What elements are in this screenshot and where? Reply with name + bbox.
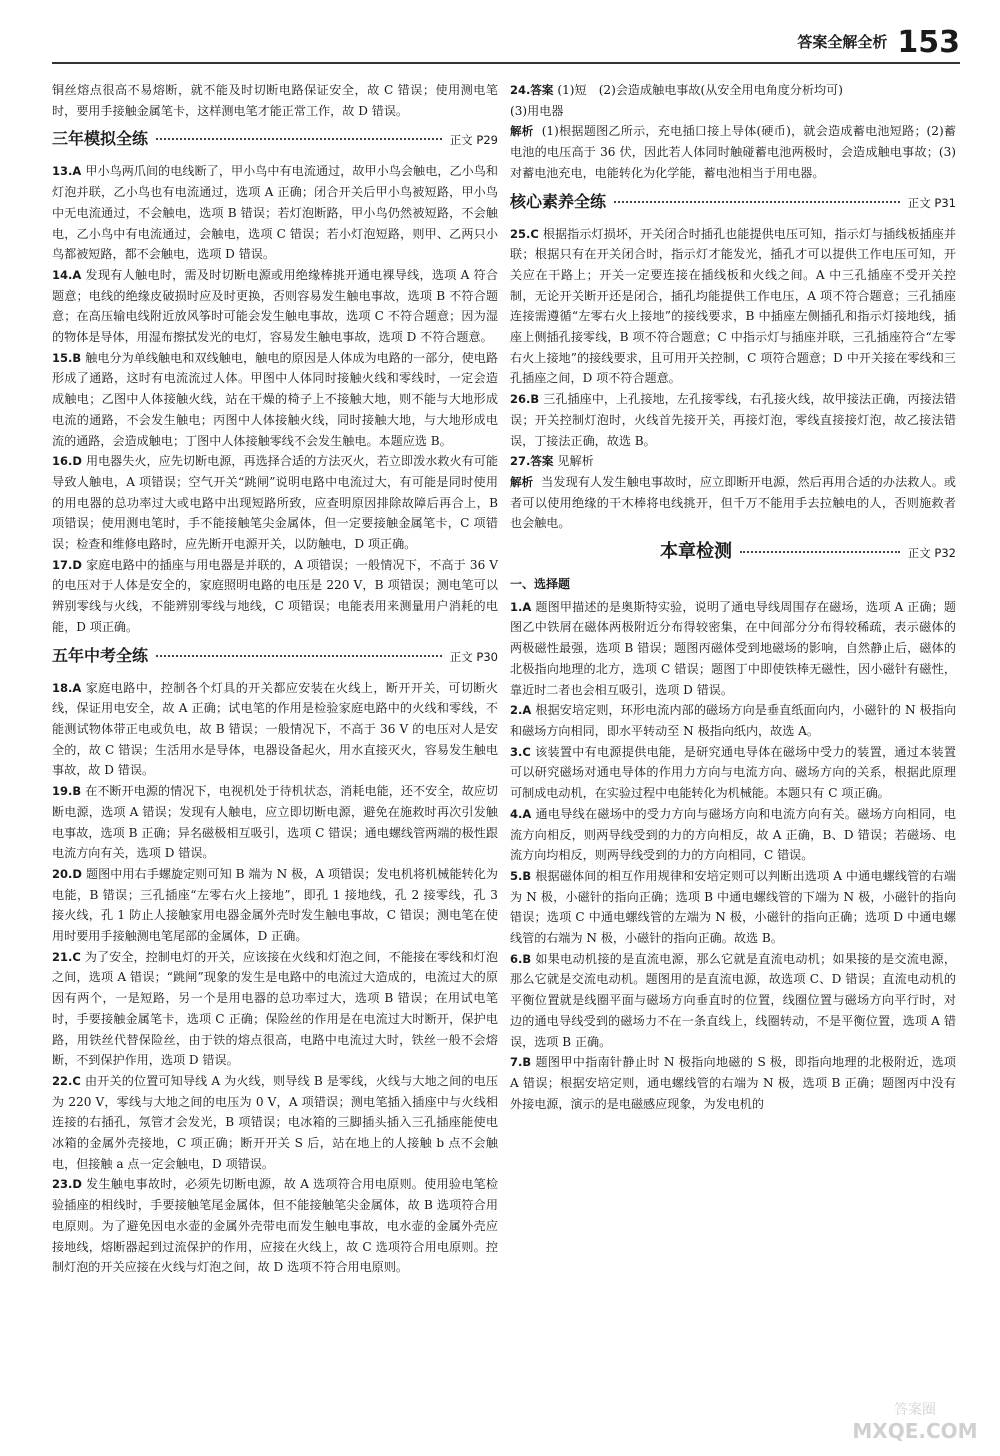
section-title: 三年模拟全练 xyxy=(52,129,149,149)
answer-item xyxy=(52,864,498,947)
answer-text: 家庭电路中，控制各个灯具的开关都应安装在火线上，断开开关，可切断火线，保证用电安全，故 A 正确；试电笔的作用是检验家庭电路中的火线和零线，不能测试物体带正电或负电，故 B 错误；一般情况下，不高于 36 V 的电压对人是安全的，故 C 错误；生活用水是导体，电器设备起火，用水直接灭火，容易发生触电事故，故 D 错误。 xyxy=(52,680,498,778)
answer-item xyxy=(52,947,498,1071)
question-number: 1.A xyxy=(510,599,532,614)
answer-text: 题图甲描述的是奥斯特实验，说明了通电导线周围存在磁场，选项 A 正确；题图乙中铁屑在磁体两极附近分布得较密集，在中间部分分布得较稀疏，表示磁体的两极磁性最强，选项 B 错误；题图丙磁体受到地磁场的影响，自然静止后，磁体的北极指向地理的北方，选项 C 错误；题图丁中即使铁棒无磁性，因小磁针有磁性，靠近时二者也会相互吸引，选项 D 错误。 xyxy=(510,599,956,697)
answer-item xyxy=(510,597,956,701)
answer-text: 由开关的位置可知导线 A 为火线，则导线 B 是零线，火线与大地之间的电压为 220 V，零线与大地之间的电压为 0 V，A 项错误；测电笔插入插座中与火线相连接的右插孔，氖管才会发光，B 项错误；电冰箱的三脚插头插入三孔插座能使电冰箱的金属外壳接地，C 项正确；断开开关 S 后，站在地上的人接触 b 点不会触电，但接触 a 点一定会触电，D 项错误。 xyxy=(52,1073,498,1171)
question-number: 7.B xyxy=(510,1055,532,1070)
answer-item xyxy=(510,742,956,804)
dotted-leader xyxy=(614,201,900,203)
question-number: 27.答案 xyxy=(510,454,554,469)
dotted-leader xyxy=(156,138,442,140)
answer-text: (1)短 (2)会造成触电事故(从安全用电角度分析均可) xyxy=(557,83,843,97)
analysis-label: 解析 xyxy=(510,474,534,489)
question-number: 5.B xyxy=(510,868,532,883)
answer-extra: (3)用电器 xyxy=(510,103,564,118)
answer-item-split xyxy=(52,1174,498,1278)
answer-text: 用电器失火，应先切断电源，再选择合适的方法灭火，若立即泼水救火有可能导致人触电，A 项错误；空气开关“跳闸”说明电路中电流过大，有可能是同时使用的用电器的总功率过大或电路中出现短路所致，应查明原因排除故障后再合上，B 项错误；使用测电笔时，手不能接触笔尖金属体，但一定要接触金属笔卡，C 项错误；检查和维修电路时，应先断开电源开关，以防触电，D 项正确。 xyxy=(52,454,498,552)
section-header-three-year xyxy=(52,129,498,155)
answer-text: 根据安培定则，环形电流内部的磁场方向是垂直纸面向内，小磁针的 N 极指向和磁场方向相同，即水平转动至 N 极指向纸内，故选 A。 xyxy=(510,703,956,738)
answer-item xyxy=(510,224,956,390)
question-number: 18.A xyxy=(52,680,82,695)
section-title: 五年中考全练 xyxy=(52,645,149,665)
watermark-logo xyxy=(840,1396,990,1446)
intro-text: 铜丝熔点很高不易熔断，就不能及时切断电路保证安全，故 C 错误；使用测电笔时，要用手接触金属笔卡，这样测电笔才能正常工作，故 D 错误。 xyxy=(52,83,498,118)
answer-item xyxy=(52,781,498,864)
answer-item xyxy=(52,678,498,782)
question-number: 24.答案 xyxy=(510,83,554,97)
header-rule xyxy=(52,62,960,64)
section-title: 核心素养全练 xyxy=(510,191,607,211)
left-column xyxy=(52,80,498,1278)
section-page-ref: 正文 P29 xyxy=(449,133,498,148)
answer-text: 甲小鸟两爪间的电线断了，甲小鸟中有电流通过，故甲小鸟会触电，乙小鸟和灯泡并联，乙小鸟也有电流通过，选项 A 正确；闭合开关后甲小鸟被短路，甲小鸟中无电流通过，不会触电，选项 B 错误；若灯泡断路，甲小鸟仍然被短路，不会触电，乙小鸟中有电流通过，会触电，选项 C 错误；若小灯泡短路，则甲、乙两只小鸟都被短路，都不会触电，选项 D 错误。 xyxy=(52,164,498,262)
watermark-subtext: 答案圈 xyxy=(894,1402,936,1418)
answer-item xyxy=(52,161,498,265)
answer-item xyxy=(510,80,956,184)
question-number: 3.C xyxy=(510,744,531,759)
answer-text: 题图中用右手螺旋定则可知 B 端为 N 极，A 项错误；发电机将机械能转化为电能，B 错误；三孔插座“左零右火上接地”，即孔 1 接地线，孔 2 接零线，孔 3 接火线，孔 1 防止人接触家用电器金属外壳时发生触电事故，C 错误；测电笔在使用时要用手接触测电笔尾部的金属体，D 正确。 xyxy=(52,866,498,944)
answer-item xyxy=(510,866,956,949)
answer-text: 家庭电路中的插座与用电器是并联的，A 项错误；一般情况下，不高于 36 V 的电压对于人体是安全的，家庭照明电路的电压是 220 V，B 项错误；测电笔可以辨别零线与火线，不能辨别零线与地线，C 项错误；电能表用来测量用户消耗的电能，D 项正确。 xyxy=(52,557,498,634)
analysis-text: 当发现有人发生触电事故时，应立即断开电源，然后再用合适的办法救人。或者可以使用绝缘的干木棒将电线挑开，但千万不能用手去拉触电的人，否则施救者也会触电。 xyxy=(510,474,956,531)
answer-text: 通电导线在磁场中的受力方向与磁场方向和电流方向有关。磁场方向相同，电流方向相反，则两导线受到的力的方向相反，故 A 正确，B、D 错误；若磁场、电流方向均相反，则两导线受到的力的方向相同，C 错误。 xyxy=(510,806,956,863)
answer-item xyxy=(510,389,956,451)
answer-text: 根据指示灯损坏，开关闭合时插孔也能提供电压可知，指示灯与插线板插座并联；根据只有在开关闭合时，指示灯才能发光，插孔才可以提供工作电压可知，开关应在干路上；开关一定要连接在插线板和火线之间。A 中三孔插座不受开关控制，无论开关断开还是闭合，插孔均能提供工作电压，A 项不符合题意；三孔插座连接需遵循“左零右火上接地”的接线要求，B 中插座左侧插孔和指示灯接地线，插座上侧插孔接零线，B 项不符合题意；C 中指示灯与插座并联，三孔插座符合“左零右火上接地”的接线要求，且可用开关控制，C 项符合题意；D 中开关接在零线和三孔插座之间，D 项不符合题意。 xyxy=(510,226,956,386)
answer-item xyxy=(52,265,498,348)
question-number: 23.D xyxy=(52,1177,82,1192)
question-number: 4.A xyxy=(510,806,532,821)
section-header-chapter xyxy=(510,542,956,568)
answer-item xyxy=(52,348,498,452)
answer-item xyxy=(510,451,956,534)
dotted-leader xyxy=(740,551,900,553)
page-number: 153 xyxy=(897,25,960,60)
question-number: 25.C xyxy=(510,226,539,241)
answer-text: 三孔插座中，上孔接地，左孔接零线，右孔接火线，故甲接法正确，丙接法错误；开关控制灯泡时，火线首先接开关，再接灯泡，零线直接接灯泡，故乙接法错误，丁接法正确，故选 B。 xyxy=(510,392,956,448)
answer-text: 见解析 xyxy=(557,454,594,469)
section-page-ref: 正文 P30 xyxy=(449,649,498,664)
section-header-core xyxy=(510,192,956,218)
answer-item xyxy=(510,949,956,1053)
answer-text: 在不断开电源的情况下，电视机处于待机状态，消耗电能，还不安全，故应切断电源，选项 A 错误；发现有人触电，应立即切断电源，避免在施救时再次引发触电事故，选项 B 正确；异名磁极相互吸引，选项 C 错误；通电螺线管两端的极性跟电流方向有关，选项 D 错误。 xyxy=(52,784,498,861)
question-number: 6.B xyxy=(510,951,532,966)
right-column xyxy=(510,80,956,1114)
analysis-text: (1)根据题图乙所示，充电插口接上导体(硬币)，就会造成蓄电池短路；(2)蓄电池的电压高于 36 伏，因此若人体同时触碰蓄电池两极时，会造成触电事故；(3)对蓄电池充电，电能转化为化学能，蓄电池相当于用电器。 xyxy=(510,124,957,180)
page-header xyxy=(797,0,960,60)
question-number: 21.C xyxy=(52,949,81,964)
question-number: 20.D xyxy=(52,866,82,881)
question-number: 14.A xyxy=(52,267,82,282)
answer-text: 发生触电事故时，必须先切断电源，故 A 选项符合用电原则。使用验电笔检验插座的相线时，手要接触笔尾金属体，但不能接触笔尖金属体，故 B 选项符合用电原则。为了避免因电水壶的金属外壳带电而发生触电事故，电水壶的金属外壳应接地线，熔断器起到过流保护的作用，应接在火线上，故 C 选项符合用电原则。控制灯泡的开关应接在火线与灯泡之间，故 D 选项不符合用电原则。 xyxy=(52,1177,498,1275)
watermark-text: MXQE.COM xyxy=(852,1419,978,1443)
answer-text: 为了安全，控制电灯的开关，应该接在火线和灯泡之间，不能接在零线和灯泡之间，选项 A 错误；“跳闸”现象的发生是电路中的电流过大造成的，电流过大的原因有两个，一是短路，另一个是用电器的总功率过大，选项 B 错误；在用试电笔时，手要接触金属笔卡，选项 C 正确；保险丝的作用是在电流过大时断开，保护电路，用铁丝代替保险丝，由于铁的熔点很高，电路中电流过大时，铁丝一般不会熔断，不到保护作用，选项 D 错误。 xyxy=(52,949,498,1068)
answer-item xyxy=(510,700,956,741)
answer-item xyxy=(52,555,498,638)
answer-text: 题图甲中指南针静止时 N 极指向地磁的 S 极，即指向地理的北极附近，选项 A 错误；根据安培定则，通电螺线管的右端为 N 极，选项 B 正确；题图丙中没有外接电源，演示的是电磁感应现象，为发电机的 xyxy=(510,1055,956,1111)
answer-item xyxy=(510,1052,956,1114)
question-number: 16.D xyxy=(52,454,82,469)
question-number: 2.A xyxy=(510,703,532,718)
dotted-leader xyxy=(156,655,442,657)
section-page-ref: 正文 P31 xyxy=(907,195,956,210)
answer-item xyxy=(52,451,498,555)
section-page-ref: 正文 P32 xyxy=(907,546,956,561)
answer-item xyxy=(52,1071,498,1175)
question-number: 22.C xyxy=(52,1073,81,1088)
question-number: 15.B xyxy=(52,350,82,365)
question-number: 17.D xyxy=(52,557,82,572)
answer-text: 发现有人触电时，需及时切断电源或用绝缘棒挑开通电裸导线，选项 A 符合题意；电线的绝缘皮破损时应及时更换，否则容易发生触电事故，选项 B 不符合题意；在高压输电线附近放风筝时可能会发生触电事故，选项 C 不符合题意；因为湿的物体是导体，用湿布擦拭发光的电灯，容易发生触电事故，选项 D 不符合题意。 xyxy=(52,267,498,345)
analysis-label: 解析 xyxy=(510,124,534,139)
answer-text: 该装置中有电源提供电能，是研究通电导体在磁场中受力的装置，通过本装置可以研究磁场对通电导体的作用力方向与电流方向、磁场方向的关系，根据此原理可制成电动机，在实验过程中电能转化为机械能。本题只有 C 项正确。 xyxy=(510,744,956,801)
section-title: 本章检测 xyxy=(660,541,732,563)
answer-text: 如果电动机接的是直流电源，那么它就是直流电动机；如果接的是交流电源，那么它就是交流电动机。题图用的是直流电源，故选项 C、D 错误；直流电动机的平衡位置就是线圈平面与磁场方向垂直时的位置，线圈位置与磁场方向平行时，对边的通电导线受到的磁场力不在一条直线上，线圈转动，不是平衡位置，选项 A 错误，选项 B 正确。 xyxy=(510,951,956,1049)
header-title: 答案全解全析 xyxy=(797,33,888,51)
question-number: 26.B xyxy=(510,392,540,407)
question-number: 13.A xyxy=(52,164,82,179)
question-number: 19.B xyxy=(52,784,82,799)
answer-text: 触电分为单线触电和双线触电，触电的原因是人体成为电路的一部分，使电路形成了通路，这时有电流流过人体。甲图中人体同时接触火线和零线时，一定会造成触电；乙图中人体接触火线，站在干燥的椅子上不接触大地，则不能与大地形成电流的通路，不会发生触电；丙图中人体接触火线，同时接触大地，与大地形成电流的通路，会造成触电；丁图中人体接触零线不会发生触电。本题应选 B。 xyxy=(52,350,498,448)
section-header-five-year xyxy=(52,646,498,672)
answer-item xyxy=(510,804,956,866)
answer-text: 根据磁体间的相互作用规律和安培定则可以判断出选项 A 中通电螺线管的右端为 N 极，小磁针的指向正确；选项 B 中通电螺线管的下端为 N 极，小磁针的指向错误；选项 C 中通电螺线管的左端为 N 极，小磁针的指向正确；选项 D 中通电螺线管的右端为 N 极，小磁针的指向正确。故选 B。 xyxy=(510,868,956,946)
subsection-heading: 一、选择题 xyxy=(510,577,571,592)
